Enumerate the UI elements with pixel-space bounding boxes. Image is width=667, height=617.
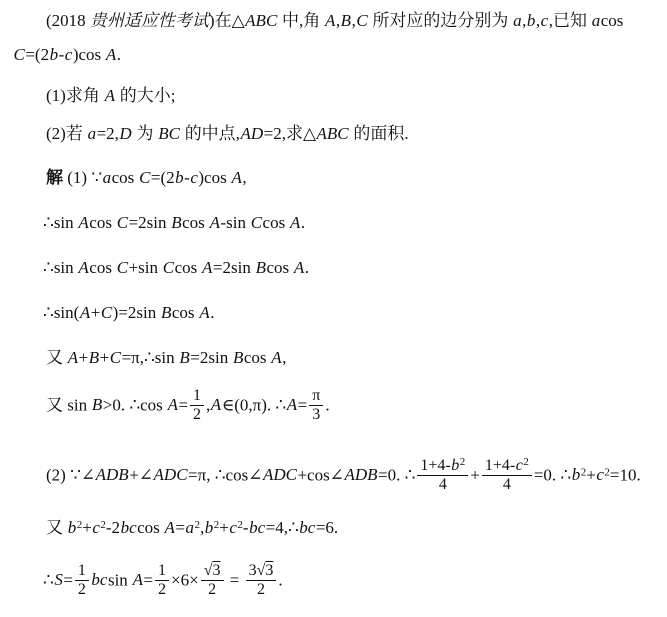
math-line-9	[46, 347, 286, 369]
radical: √3	[256, 562, 274, 579]
radical: √3	[203, 562, 221, 579]
math-variable: b	[49, 45, 59, 64]
text-run: ×6×	[171, 570, 199, 590]
text-run: 1+4-	[484, 457, 516, 474]
text-run: )cos	[72, 45, 106, 64]
text-run: 3	[248, 562, 257, 579]
math-variable: B	[340, 11, 352, 30]
text-run: +	[82, 518, 92, 537]
text-run: =0. ∴	[377, 465, 416, 485]
math-variable: ADC	[262, 465, 297, 485]
math-variable: A	[104, 86, 115, 105]
math-line-3	[46, 85, 175, 107]
math-variable: A	[78, 258, 89, 277]
math-variable: a	[513, 11, 522, 30]
text-run: cos	[137, 518, 165, 537]
superscript: 2	[76, 519, 83, 531]
text-run: ∴	[43, 570, 54, 590]
text-run: ,	[522, 11, 527, 30]
math-variable: C	[139, 168, 151, 187]
text-run: +sin	[128, 258, 163, 277]
math-line-12	[46, 517, 338, 539]
math-variable: A	[67, 348, 79, 367]
math-line-5	[46, 167, 247, 189]
text-run: 2	[257, 580, 265, 598]
math-variable: C	[356, 11, 368, 30]
math-variable: C	[116, 213, 129, 232]
text-run: ,	[351, 11, 356, 30]
math-variable: b	[571, 465, 581, 485]
text-run: (1)求角	[46, 86, 105, 105]
math-line-8	[43, 302, 214, 324]
math-variable: c	[229, 518, 237, 537]
text-run: =6.	[315, 518, 339, 537]
math-variable: C	[109, 348, 122, 367]
text-run: 2	[77, 580, 86, 598]
text-run: .	[210, 303, 215, 322]
text-run: -	[242, 518, 249, 537]
math-variable: C	[116, 258, 129, 277]
math-variable: C	[250, 213, 263, 232]
math-variable: C	[13, 45, 25, 64]
math-variable: AD	[240, 124, 264, 143]
text-run: +	[470, 465, 480, 485]
math-variable: b	[526, 11, 536, 30]
math-variable: A	[79, 303, 91, 322]
text-run: =	[225, 570, 244, 590]
text-run: (1) ∵	[63, 168, 103, 187]
text-run: 所对应的边分别为	[368, 11, 513, 30]
math-variable: A	[293, 258, 305, 277]
math-variable: ABC	[245, 11, 278, 30]
text-run: =2,	[96, 124, 119, 143]
text-run: +	[90, 303, 101, 322]
math-variable: A	[78, 213, 89, 232]
fraction	[482, 457, 532, 494]
text-run: =2sin	[212, 258, 256, 277]
fraction	[309, 387, 323, 424]
math-variable: A	[199, 303, 210, 322]
text-run: 1	[158, 562, 167, 579]
text-run: =10.	[609, 465, 641, 485]
math-variable: bc	[299, 518, 316, 537]
math-variable: A	[105, 45, 117, 64]
text-run: =π, ∴cos∠	[188, 465, 263, 485]
text-run: 又	[46, 348, 68, 367]
text-run: -sin	[220, 213, 251, 232]
text-run: )=2sin	[112, 303, 161, 322]
text-run: cos	[111, 168, 139, 187]
math-variable: c	[596, 465, 604, 485]
text-run: =π,∴sin	[121, 348, 179, 367]
exam-source: 贵州适应性考试	[89, 11, 209, 30]
solution-label: 解	[46, 168, 63, 187]
math-variable: b	[175, 168, 184, 187]
text-run: +	[219, 518, 229, 537]
text-run: ,	[535, 11, 541, 30]
math-variable: B	[161, 303, 172, 322]
math-variable: ADB	[344, 465, 378, 485]
text-run: 的中点,	[180, 124, 240, 143]
math-variable: ADC	[153, 465, 188, 485]
text-run: cos	[266, 258, 294, 277]
math-line-10	[46, 388, 330, 425]
text-run: +	[78, 348, 89, 367]
text-run: cos	[89, 258, 117, 277]
math-variable: A	[167, 395, 178, 415]
math-variable: b	[451, 457, 460, 474]
math-line-1	[46, 10, 623, 32]
text-run: +cos∠	[297, 465, 344, 485]
fraction	[190, 387, 204, 424]
text-run: (2)若	[46, 124, 88, 143]
text-run: .	[116, 45, 122, 64]
math-variable: A	[202, 258, 213, 277]
superscript: 2	[213, 519, 220, 531]
math-variable: A	[325, 11, 336, 30]
math-variable: b	[204, 518, 214, 537]
text-run: .	[325, 395, 330, 415]
math-variable: c	[540, 11, 549, 30]
text-run: ,	[200, 518, 205, 537]
text-run: cos	[182, 213, 210, 232]
text-run: 2	[158, 580, 167, 598]
text-run: 1	[77, 562, 86, 579]
math-line-11	[46, 458, 641, 495]
text-run: ,	[282, 348, 287, 367]
text-run: =	[175, 518, 186, 537]
text-run: cos	[600, 11, 624, 30]
text-run: cos	[89, 213, 117, 232]
text-run: 4	[502, 475, 511, 493]
text-run: 1	[193, 387, 202, 404]
text-run: =	[178, 395, 189, 415]
math-variable: BC	[158, 124, 180, 143]
math-variable: B	[91, 395, 103, 415]
math-variable: ABC	[316, 124, 349, 143]
text-run: =0. ∴	[533, 465, 572, 485]
math-line-2	[13, 44, 121, 66]
text-run: cos	[171, 303, 199, 322]
text-run: 4	[438, 475, 447, 493]
text-run: ,已知	[548, 11, 592, 30]
math-variable: A	[164, 518, 175, 537]
text-run: =(2	[25, 45, 50, 64]
superscript: 2	[194, 519, 201, 531]
math-variable: A	[209, 213, 220, 232]
fraction	[201, 562, 224, 599]
math-variable: A	[132, 570, 143, 590]
text-run: cos	[262, 213, 290, 232]
math-variable: c	[190, 168, 198, 187]
fraction	[75, 562, 89, 599]
math-variable: c	[92, 518, 100, 537]
text-run: =	[63, 570, 73, 590]
text-run: π	[312, 387, 321, 404]
text-run: =4,∴	[265, 518, 299, 537]
text-run: >0. ∴cos	[102, 395, 168, 415]
math-variable: B	[255, 258, 266, 277]
text-run: +	[586, 465, 596, 485]
math-variable: c	[515, 457, 523, 474]
fraction	[417, 457, 468, 494]
text-run: 2	[193, 405, 202, 423]
text-run: ∴sin	[43, 258, 78, 277]
text-run: =2sin	[128, 213, 171, 232]
math-variable: A	[286, 395, 298, 415]
math-variable: A	[231, 168, 242, 187]
superscript: 2	[459, 456, 466, 468]
text-run: =	[143, 570, 154, 590]
math-variable: A	[210, 395, 222, 415]
text-run: 又	[46, 518, 68, 537]
math-variable: C	[162, 258, 175, 277]
text-run: .	[278, 570, 283, 590]
math-variable: bc	[120, 518, 137, 537]
math-variable: B	[179, 348, 190, 367]
text-run: =	[297, 395, 308, 415]
text-run: cos	[243, 348, 271, 367]
text-run: 的面积.	[349, 124, 409, 143]
text-run: sin	[107, 570, 133, 590]
math-variable: A	[289, 213, 301, 232]
text-run: =(2	[150, 168, 175, 187]
text-run: ∴sin(	[43, 303, 80, 322]
fraction	[155, 562, 169, 599]
math-line-13	[43, 563, 283, 600]
math-variable: c	[64, 45, 73, 64]
text-run: ∴sin	[43, 213, 78, 232]
math-line-7	[43, 257, 309, 279]
math-variable: a	[87, 124, 97, 143]
math-variable: bc	[91, 570, 108, 590]
math-variable: C	[100, 303, 113, 322]
text-run: 中,角	[277, 11, 325, 30]
math-variable: A	[271, 348, 282, 367]
text-run: -	[184, 168, 190, 187]
superscript: 2	[580, 466, 587, 479]
text-run: +	[99, 348, 110, 367]
math-line-4	[46, 123, 409, 145]
text-run: =2sin	[190, 348, 233, 367]
math-variable: a	[102, 168, 112, 187]
text-run: 1+4-	[420, 457, 451, 474]
math-variable: S	[54, 570, 63, 590]
text-run: ,	[206, 395, 211, 415]
text-run: cos	[174, 258, 202, 277]
math-variable: B	[232, 348, 244, 367]
text-run: =2,求△	[263, 124, 317, 143]
superscript: 2	[604, 466, 610, 479]
math-variable: a	[185, 518, 195, 537]
math-variable: a	[591, 11, 601, 30]
text-run: ,	[335, 11, 341, 30]
text-run: )在△	[208, 11, 245, 30]
math-variable: bc	[249, 518, 266, 537]
text-run: 2	[208, 580, 217, 598]
text-run: )cos	[198, 168, 231, 187]
math-variable: b	[67, 518, 77, 537]
text-run: -	[58, 45, 65, 64]
text-run: +∠	[129, 465, 154, 485]
math-line-6	[43, 212, 305, 234]
text-run: 3	[312, 405, 321, 423]
text-run: -2	[105, 518, 121, 537]
fraction	[246, 562, 277, 599]
text-run: (2018	[46, 11, 90, 30]
math-variable: ADB	[95, 465, 129, 485]
text-run: 的大小;	[115, 86, 176, 105]
text-run: 又 sin	[46, 395, 92, 415]
superscript: 2	[237, 519, 243, 531]
text-run: (2) ∵∠	[46, 465, 96, 485]
text-run: .	[304, 258, 310, 277]
math-variable: B	[88, 348, 100, 367]
text-run: ,	[242, 168, 247, 187]
text-run: .	[300, 213, 306, 232]
math-variable: D	[119, 124, 132, 143]
superscript: 2	[523, 456, 529, 468]
superscript: 2	[100, 519, 106, 531]
text-run: 为	[132, 124, 158, 143]
math-variable: B	[171, 213, 182, 232]
text-run: ∈(0,π). ∴	[221, 395, 287, 415]
